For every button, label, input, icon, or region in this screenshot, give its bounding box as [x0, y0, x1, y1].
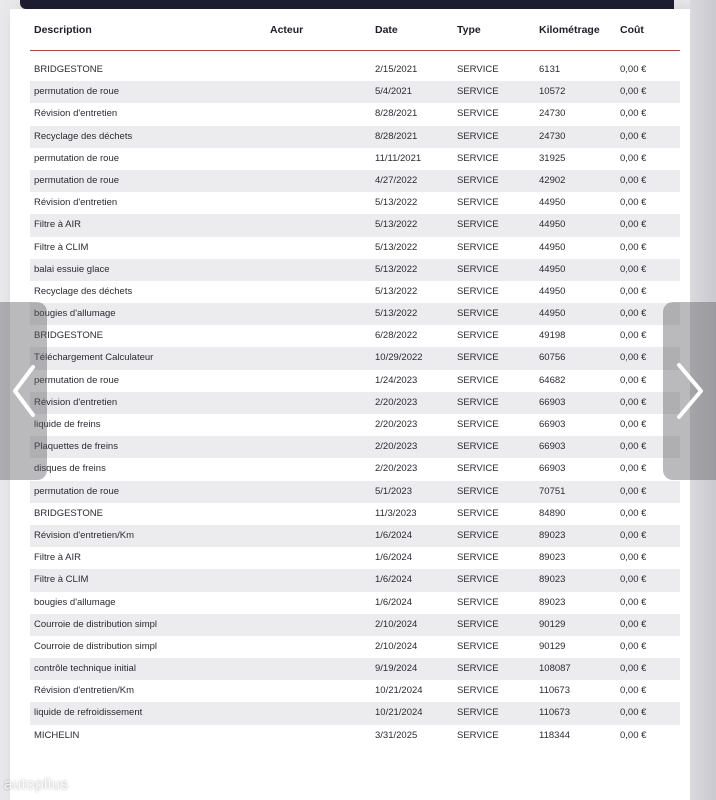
table-row	[30, 214, 680, 236]
cell-type: SERVICE	[457, 130, 499, 142]
cell-type: SERVICE	[457, 285, 499, 297]
cell-kilometrage: 90129	[539, 618, 566, 630]
cell-description: BRIDGESTONE	[34, 507, 103, 519]
table-row	[30, 436, 680, 458]
cell-kilometrage: 84890	[539, 507, 566, 519]
cell-description: Recyclage des déchets	[34, 285, 133, 297]
cell-date: 10/21/2024	[375, 685, 423, 697]
cell-type: SERVICE	[457, 485, 499, 497]
cell-description: MICHELIN	[34, 729, 80, 741]
header-cout: Coût	[620, 24, 644, 36]
cell-kilometrage: 44950	[539, 197, 566, 209]
table-row	[30, 192, 680, 214]
cell-date: 5/13/2022	[375, 263, 418, 275]
table-row	[30, 347, 680, 369]
cell-cout: 0,00 €	[620, 685, 647, 697]
cell-kilometrage: 44950	[539, 285, 566, 297]
cell-kilometrage: 44950	[539, 219, 566, 231]
cell-description: liquide de freins	[34, 419, 101, 430]
cell-date: 8/28/2021	[375, 130, 418, 142]
cell-type: SERVICE	[457, 463, 499, 475]
cell-type: SERVICE	[457, 552, 499, 564]
cell-date: 1/6/2024	[375, 552, 412, 564]
cell-cout: 0,00 €	[620, 174, 647, 186]
cell-date: 4/27/2022	[375, 174, 418, 186]
cell-date: 5/13/2022	[375, 308, 418, 320]
cell-date: 2/20/2023	[375, 396, 418, 408]
cell-type: SERVICE	[457, 507, 499, 519]
cell-date: 5/13/2022	[375, 241, 418, 253]
table-row	[30, 259, 680, 281]
table-row	[30, 592, 680, 614]
header-date: Date	[375, 24, 398, 36]
watermark-logo: autoplius	[4, 776, 69, 793]
table-row	[30, 126, 680, 148]
table-row	[30, 325, 680, 347]
cell-type: SERVICE	[457, 441, 499, 453]
cell-kilometrage: 66903	[539, 463, 566, 475]
table-row	[30, 303, 680, 325]
cell-cout: 0,00 €	[620, 130, 647, 142]
cell-description: Recyclage des déchets	[34, 130, 133, 142]
cell-description: permutation de roue	[34, 152, 120, 164]
cell-date: 2/10/2024	[375, 618, 418, 630]
cell-kilometrage: 70751	[539, 485, 566, 497]
cell-description: Courroie de distribution simpl	[34, 618, 158, 630]
cell-type: SERVICE	[457, 419, 499, 430]
cell-type: SERVICE	[457, 197, 499, 209]
table-row	[30, 458, 680, 480]
cell-kilometrage: 10572	[539, 86, 566, 98]
cell-description: Révision d'entretien	[34, 108, 118, 120]
cell-date: 5/13/2022	[375, 219, 418, 231]
cell-kilometrage: 89023	[539, 574, 566, 586]
cell-kilometrage: 110673	[539, 707, 570, 719]
table-row	[30, 370, 680, 392]
cell-cout: 0,00 €	[620, 64, 647, 75]
cell-date: 11/11/2021	[375, 152, 422, 164]
cell-kilometrage: 24730	[539, 108, 566, 120]
cell-description: Filtre à CLIM	[34, 241, 89, 253]
cell-description: bougies d'allumage	[34, 308, 116, 320]
chevron-right-icon	[675, 362, 705, 420]
table-row	[30, 481, 680, 503]
cell-type: SERVICE	[457, 529, 499, 541]
cell-type: SERVICE	[457, 86, 499, 98]
cell-cout: 0,00 €	[620, 707, 647, 719]
cell-description: Révision d'entretien/Km	[34, 529, 135, 541]
cell-kilometrage: 44950	[539, 263, 566, 275]
cell-type: SERVICE	[457, 640, 499, 652]
cell-kilometrage: 24730	[539, 130, 566, 142]
top-banner	[20, 0, 674, 9]
cell-type: SERVICE	[457, 707, 499, 719]
cell-kilometrage: 49198	[539, 330, 566, 342]
cell-description: permutation de roue	[34, 86, 120, 98]
cell-cout: 0,00 €	[620, 729, 647, 741]
cell-type: SERVICE	[457, 352, 499, 364]
cell-cout: 0,00 €	[620, 663, 647, 675]
previous-image-button[interactable]	[0, 302, 47, 480]
cell-date: 6/28/2022	[375, 330, 418, 342]
header-acteur: Acteur	[270, 24, 304, 36]
maintenance-table-body	[30, 59, 680, 747]
cell-type: SERVICE	[457, 374, 499, 386]
cell-kilometrage: 89023	[539, 596, 566, 608]
cell-description: balai essuie glace	[34, 263, 110, 275]
cell-date: 2/10/2024	[375, 640, 418, 652]
cell-type: SERVICE	[457, 574, 499, 586]
cell-date: 2/20/2023	[375, 419, 418, 430]
cell-date: 10/29/2022	[375, 352, 423, 364]
table-row	[30, 59, 680, 81]
cell-description: contrôle technique initial	[34, 663, 136, 675]
cell-type: SERVICE	[457, 308, 499, 320]
cell-date: 9/19/2024	[375, 663, 418, 675]
cell-cout: 0,00 €	[620, 263, 647, 275]
cell-cout: 0,00 €	[620, 419, 647, 430]
cell-kilometrage: 44950	[539, 241, 566, 253]
cell-type: SERVICE	[457, 263, 499, 275]
cell-description: liquide de refroidissement	[34, 707, 143, 719]
cell-date: 1/24/2023	[375, 374, 418, 386]
cell-type: SERVICE	[457, 396, 499, 408]
cell-kilometrage: 66903	[539, 396, 566, 408]
cell-kilometrage: 60756	[539, 352, 566, 364]
cell-kilometrage: 90129	[539, 640, 566, 652]
cell-cout: 0,00 €	[620, 463, 647, 475]
cell-type: SERVICE	[457, 108, 499, 120]
table-row	[30, 503, 680, 525]
cell-cout: 0,00 €	[620, 441, 647, 453]
cell-kilometrage: 110673	[539, 685, 570, 697]
cell-cout: 0,00 €	[620, 108, 647, 120]
cell-kilometrage: 64682	[539, 374, 566, 386]
cell-kilometrage: 6131	[539, 64, 561, 75]
cell-type: SERVICE	[457, 174, 499, 186]
header-type: Type	[457, 24, 481, 36]
table-row	[30, 170, 680, 192]
table-header	[30, 14, 680, 51]
cell-date: 2/20/2023	[375, 441, 418, 453]
cell-date: 8/28/2021	[375, 108, 418, 120]
cell-description: bougies d'allumage	[34, 596, 116, 608]
cell-description: Filtre à AIR	[34, 552, 81, 564]
cell-cout: 0,00 €	[620, 219, 647, 231]
table-row	[30, 614, 680, 636]
table-row	[30, 702, 680, 724]
cell-cout: 0,00 €	[620, 640, 647, 652]
cell-description: BRIDGESTONE	[34, 330, 103, 342]
cell-type: SERVICE	[457, 663, 499, 675]
cell-description: Révision d'entretien/Km	[34, 685, 135, 697]
table-row	[30, 658, 680, 680]
table-row	[30, 81, 680, 103]
cell-description: Courroie de distribution simpl	[34, 640, 158, 652]
table-row	[30, 636, 680, 658]
table-row	[30, 414, 680, 436]
table-row	[30, 525, 680, 547]
cell-kilometrage: 66903	[539, 419, 566, 430]
cell-cout: 0,00 €	[620, 618, 647, 630]
cell-cout: 0,00 €	[620, 86, 647, 98]
cell-kilometrage: 44950	[539, 308, 566, 320]
cell-date: 5/13/2022	[375, 197, 418, 209]
cell-kilometrage: 31925	[539, 152, 566, 164]
cell-cout: 0,00 €	[620, 507, 647, 519]
cell-description: Filtre à CLIM	[34, 574, 89, 586]
table-row	[30, 281, 680, 303]
cell-kilometrage: 66903	[539, 441, 566, 453]
cell-date: 10/21/2024	[375, 707, 423, 719]
cell-description: disques de freins	[34, 463, 106, 475]
table-row	[30, 148, 680, 170]
cell-description: Téléchargement Calculateur	[34, 352, 154, 364]
cell-date: 3/31/2025	[375, 729, 418, 741]
cell-type: SERVICE	[457, 330, 499, 342]
cell-date: 2/15/2021	[375, 64, 418, 75]
table-row	[30, 725, 680, 747]
table-row	[30, 103, 680, 125]
cell-description: BRIDGESTONE	[34, 64, 103, 75]
cell-type: SERVICE	[457, 241, 499, 253]
cell-cout: 0,00 €	[620, 152, 647, 164]
cell-type: SERVICE	[457, 618, 499, 630]
cell-description: Plaquettes de freins	[34, 441, 118, 453]
header-description: Description	[34, 24, 92, 36]
chevron-left-icon	[11, 364, 37, 418]
cell-type: SERVICE	[457, 219, 499, 231]
cell-type: SERVICE	[457, 152, 499, 164]
cell-description: permutation de roue	[34, 374, 120, 386]
cell-date: 2/20/2023	[375, 463, 418, 475]
cell-cout: 0,00 €	[620, 485, 647, 497]
table-row	[30, 392, 680, 414]
cell-kilometrage: 42902	[539, 174, 566, 186]
cell-date: 5/13/2022	[375, 285, 418, 297]
cell-type: SERVICE	[457, 685, 499, 697]
cell-cout: 0,00 €	[620, 285, 647, 297]
cell-date: 1/6/2024	[375, 596, 412, 608]
cell-description: Filtre à AIR	[34, 219, 81, 231]
table-row	[30, 680, 680, 702]
cell-date: 1/6/2024	[375, 574, 412, 586]
table-row	[30, 547, 680, 569]
cell-description: permutation de roue	[34, 174, 120, 186]
cell-cout: 0,00 €	[620, 396, 647, 408]
cell-kilometrage: 108087	[539, 663, 571, 675]
cell-kilometrage: 118344	[539, 729, 570, 741]
cell-description: Révision d'entretien	[34, 396, 118, 408]
cell-date: 5/1/2023	[375, 485, 412, 497]
table-row	[30, 237, 680, 259]
cell-cout: 0,00 €	[620, 529, 647, 541]
cell-date: 11/3/2023	[375, 507, 417, 519]
cell-cout: 0,00 €	[620, 197, 647, 209]
cell-cout: 0,00 €	[620, 574, 647, 586]
cell-cout: 0,00 €	[620, 352, 647, 364]
cell-date: 5/4/2021	[375, 86, 412, 98]
header-kilometrage: Kilométrage	[539, 24, 600, 36]
cell-kilometrage: 89023	[539, 529, 566, 541]
cell-kilometrage: 89023	[539, 552, 566, 564]
cell-type: SERVICE	[457, 729, 499, 741]
cell-type: SERVICE	[457, 596, 499, 608]
cell-type: SERVICE	[457, 64, 499, 75]
next-image-button[interactable]	[663, 302, 716, 480]
cell-description: Révision d'entretien	[34, 197, 118, 209]
cell-cout: 0,00 €	[620, 552, 647, 564]
cell-description: permutation de roue	[34, 485, 120, 497]
cell-date: 1/6/2024	[375, 529, 412, 541]
cell-cout: 0,00 €	[620, 241, 647, 253]
cell-cout: 0,00 €	[620, 308, 647, 320]
cell-cout: 0,00 €	[620, 330, 647, 342]
cell-cout: 0,00 €	[620, 374, 647, 386]
cell-cout: 0,00 €	[620, 596, 647, 608]
table-row	[30, 569, 680, 591]
